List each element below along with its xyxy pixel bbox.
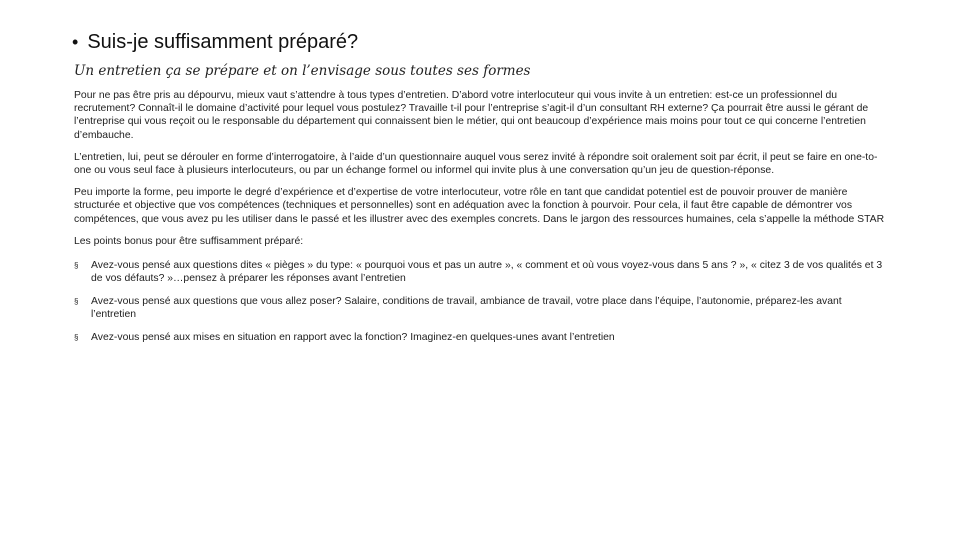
list-item	[74, 331, 888, 344]
title-text: Suis-je suffisamment préparé?	[87, 31, 359, 53]
paragraph-interlocutor: Pour ne pas être pris au dépourvu, mieux vaut s’attendre à tous types d’entretien. D’abord votre interlocuteur qui vous invite à un entretien: est-ce un professionnel du recrutement? Connaît-il le domaine d’activité pour lequel vous postulez? Travaille t-il pour l’entreprise s’agit-il d’un consultant RH externe? Ça pourrait être aussi le gérant de l’entreprise qui vous reçoit ou le responsable du département qui connaissent bien le métier, qui ont beaucoup d’expérience mais moins pour tout ce qui concerne l’entretien d’embauche.	[74, 90, 869, 141]
bullet-icon: §	[74, 261, 79, 271]
slide-body	[74, 89, 888, 354]
title-bullet: •	[72, 32, 79, 52]
bullet-icon: §	[74, 332, 79, 342]
list-item	[74, 259, 888, 285]
paragraph-interview-format: L’entretien, lui, peut se dérouler en forme d’interrogatoire, à l’aide d’un questionnaire auquel vous serez invité à répondre soit oralement soit par écrit, il peut se faire en one-to-one ou vous seul face à plusieurs interlocuteurs, ou par un échange formel ou informel qui invite plus à une conversation qu’un jeu de question-réponse.	[74, 151, 878, 177]
bonus-list	[74, 259, 888, 344]
slide-subtitle: Un entretien ça se prépare et on l’envisage sous toutes ses formes	[74, 63, 531, 79]
paragraph-star-method: Peu importe la forme, peu importe le degré d’expérience et d’expertise de votre interlocuteur, votre rôle en tant que candidat potentiel est de pouvoir prouver de manière structurée et objective que vos compétences (techniques et personnelles) sont en adéquation avec la fonction à pourvoir. Pour cela, il faut être capable de démontrer vos compétences, que vous avez pu les utiliser dans le passé et les illustrer avec des exemples concrets. Dans le jargon des ressources humaines, cela s’appelle la méthode STAR	[74, 187, 885, 225]
list-item-text: Avez-vous pensé aux questions dites « pièges » du type: « pourquoi vous et pas un autre », « comment et où vous voyez-vous dans 5 ans ? », « citez 3 de vos qualités et 3 de vos défauts? »…pensez à préparer les réponses avant l’entretien	[91, 260, 883, 285]
list-item-text: Avez-vous pensé aux mises en situation en rapport avec la fonction? Imaginez-en quelques-unes avant l’entretien	[91, 331, 615, 343]
slide-title	[72, 31, 358, 54]
paragraph-bonus-intro: Les points bonus pour être suffisamment préparé:	[74, 235, 304, 247]
list-item-text: Avez-vous pensé aux questions que vous allez poser? Salaire, conditions de travail, ambiance de travail, votre place dans l’équipe, l’autonomie, préparez-les avant l’entretien	[91, 295, 842, 321]
list-item	[74, 295, 888, 321]
bullet-icon: §	[74, 296, 79, 306]
